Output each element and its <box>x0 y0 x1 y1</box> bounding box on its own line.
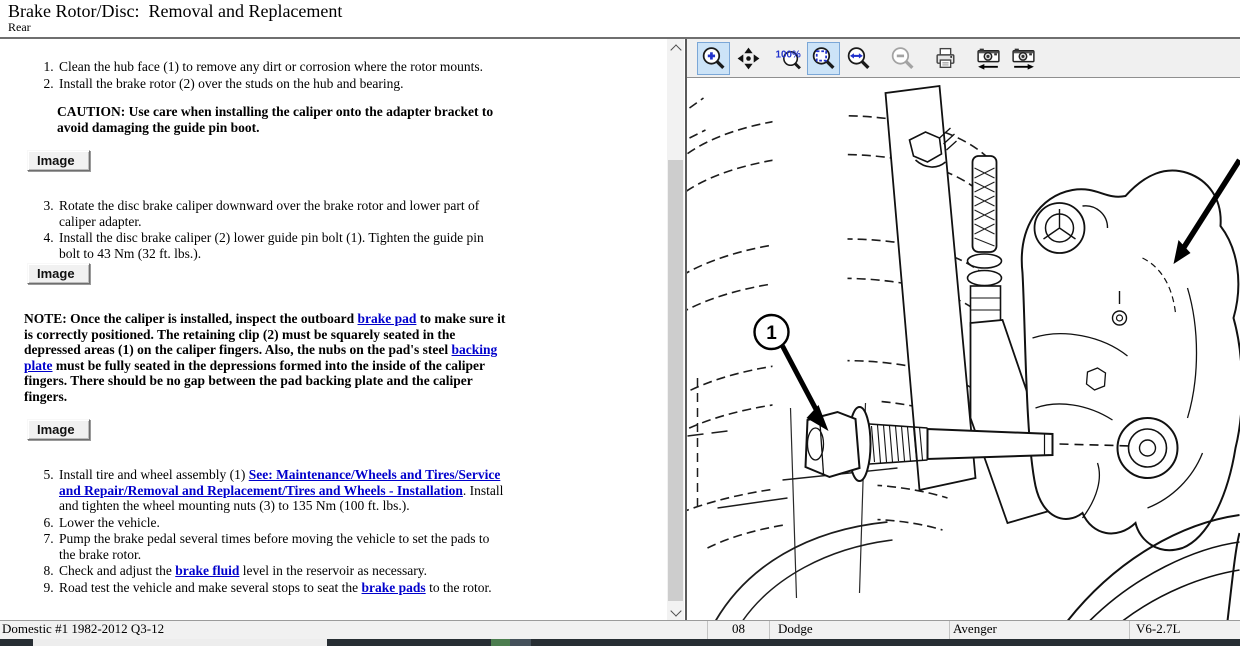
pan-icon <box>735 45 762 72</box>
image-toolbar <box>687 39 1240 78</box>
status-year: 08 <box>707 621 769 639</box>
text-run: to make sure it is correctly positioned. The retaining clip (2) must be squarely seated in the depressed areas (1) on the caliper fingers. Also, the nubs on the pad's steel <box>24 311 506 357</box>
image-button[interactable]: Image <box>27 263 90 284</box>
taskbar-segment <box>510 639 531 646</box>
step-item <box>57 563 508 579</box>
step-item <box>57 198 508 229</box>
next-image-icon <box>1010 45 1037 72</box>
brake-caliper-diagram <box>687 78 1240 621</box>
step-item <box>57 76 508 92</box>
toolbar-pan-button[interactable] <box>732 42 765 75</box>
page-subtitle: Rear <box>8 20 31 34</box>
scroll-up-button[interactable] <box>667 39 684 56</box>
text-run: NOTE: Once the caliper is installed, inspect the outboard <box>24 311 358 326</box>
step-list <box>24 467 508 595</box>
step-list <box>24 59 508 91</box>
previous-image-icon <box>975 45 1002 72</box>
taskbar-segment <box>491 639 510 646</box>
vertical-scrollbar[interactable] <box>667 39 684 621</box>
inline-link[interactable]: backing plate <box>24 342 498 373</box>
status-model: Avenger <box>949 621 1129 639</box>
svg-text:100%: 100% <box>775 48 801 60</box>
toolbar-zoom-100-button[interactable] <box>772 42 805 75</box>
status-engine: V6-2.7L <box>1129 621 1240 639</box>
inline-link[interactable]: brake pad <box>357 311 417 326</box>
document-header <box>0 0 1240 39</box>
instruction-blocks <box>0 39 508 595</box>
zoom-out-icon <box>889 45 916 72</box>
image-button[interactable]: Image <box>27 150 90 171</box>
caliper-body <box>1022 171 1240 551</box>
text-run: Install the brake rotor (2) over the studs on the hub and bearing. <box>59 75 404 91</box>
toolbar-zoom-in-button[interactable] <box>697 42 730 75</box>
page-title: Brake Rotor/Disc: Removal and Replacement <box>8 1 343 21</box>
zoom-in-icon <box>700 45 727 72</box>
text-run: Rotate the disc brake caliper downward over the brake rotor and lower part of caliper adapter. <box>59 198 480 229</box>
inline-link[interactable]: brake pads <box>361 579 426 595</box>
step-item <box>57 580 508 596</box>
text-run: Clean the hub face (1) to remove any dirt or corrosion where the rotor mounts. <box>59 59 483 74</box>
print-icon <box>933 45 960 72</box>
toolbar-fit-page-button[interactable] <box>807 42 840 75</box>
scroll-down-button[interactable] <box>667 604 684 621</box>
text-run: Pump the brake pedal several times before moving the vehicle to set the pads to the brake rotor. <box>59 531 490 562</box>
note-paragraph <box>24 311 508 404</box>
step-item <box>57 531 508 562</box>
text-run: must be fully seated in the depressions formed into the inside of the caliper fingers. There should be no gap between the pad backing plate and the caliper fingers. <box>24 357 485 404</box>
text-run: level in the reservoir as necessary. <box>239 563 428 578</box>
guide-pin-rod <box>968 156 1002 326</box>
strut-tube <box>773 78 878 613</box>
status-make: Dodge <box>769 621 949 639</box>
chevron-up-icon <box>670 44 681 55</box>
text-run: . Install and tighten the wheel mounting nuts (3) to 135 Nm (100 ft. lbs.). <box>59 482 504 513</box>
text-run: CAUTION: Use care when installing the caliper onto the adapter bracket to avoid damaging the guide pin boot. <box>57 104 494 135</box>
step-list <box>24 198 508 261</box>
caution-paragraph <box>57 104 508 135</box>
text-run: Install tire and wheel assembly (1) <box>59 467 249 482</box>
zoom-100-icon <box>775 45 802 72</box>
fit-page-icon <box>810 45 837 72</box>
text-run: Road test the vehicle and make several stops to seat the <box>59 579 362 595</box>
step-item <box>57 59 508 75</box>
taskbar-segment <box>33 639 327 646</box>
step-item <box>57 467 508 514</box>
step-item <box>57 230 508 261</box>
fit-width-icon <box>845 45 872 72</box>
status-bar <box>0 620 1240 639</box>
text-run: Lower the vehicle. <box>59 514 160 530</box>
toolbar-previous-image-button[interactable] <box>972 42 1005 75</box>
instruction-panel <box>0 39 668 621</box>
toolbar-next-image-button[interactable] <box>1007 42 1040 75</box>
inline-link[interactable]: brake fluid <box>175 563 240 578</box>
scrollbar-thumb[interactable] <box>668 160 683 601</box>
technical-line-drawing <box>687 78 1240 621</box>
inline-link[interactable]: See: Maintenance/Wheels and Tires/Service and Repair/Removal and Replacement/Tires and Wheels - Installation <box>59 467 501 498</box>
toolbar-zoom-out-button <box>886 42 919 75</box>
image-button[interactable]: Image <box>27 419 90 440</box>
toolbar-fit-width-button[interactable] <box>842 42 875 75</box>
taskbar <box>0 639 1240 646</box>
text-run: Check and adjust the <box>59 563 176 578</box>
toolbar-print-button[interactable] <box>930 42 963 75</box>
chevron-down-icon <box>670 605 681 616</box>
image-panel <box>687 39 1240 621</box>
status-database: Domestic #1 1982-2012 Q3-12 <box>2 621 165 636</box>
text-run: to the rotor. <box>425 579 492 595</box>
text-run: Install the disc brake caliper (2) lower guide pin bolt (1). Tighten the guide pin bolt to 43 Nm (32 ft. lbs.). <box>59 230 484 261</box>
step-item <box>57 515 508 531</box>
callout-label: 1 <box>766 323 777 344</box>
